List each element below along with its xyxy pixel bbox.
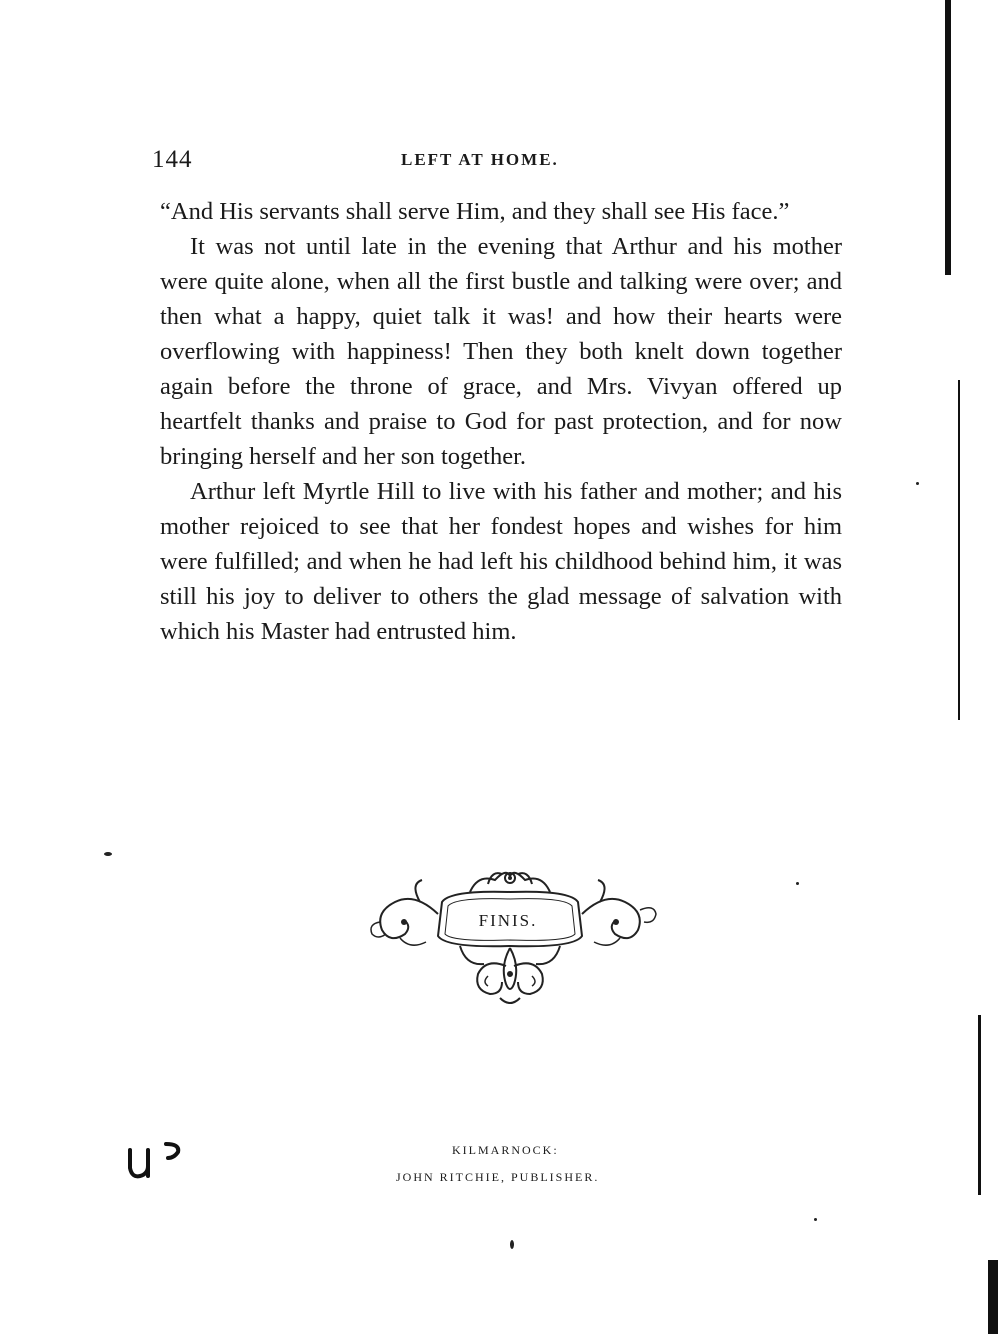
scan-edge-top	[945, 0, 951, 275]
scan-edge-lower	[978, 1015, 981, 1195]
scan-speck	[814, 1218, 817, 1221]
paragraph-3: Arthur left Myrtle Hill to live with his father and mother; and his mother rejoiced to see that her fondest hopes and wishes for him were fulfilled; and when he had left his childhood behind him, it was still his joy to deliver to others the glad message of salvation with which his Master had entrusted him.	[160, 478, 842, 645]
text-block	[160, 194, 842, 649]
running-head: LEFT AT HOME.	[401, 150, 559, 169]
finis-label: FINIS.	[478, 911, 538, 930]
scan-speck	[510, 1240, 514, 1249]
scan-speck	[796, 882, 799, 885]
paragraph-1: “And His servants shall serve Him, and they shall see His face.”	[160, 198, 790, 225]
imprint-publisher: JOHN RITCHIE, PUBLISHER.	[396, 1170, 600, 1184]
page-number: 144	[152, 146, 193, 173]
scan-speck	[916, 482, 919, 485]
scan-speck	[104, 852, 112, 856]
pencil-mark	[124, 1140, 190, 1182]
finis-ornament	[360, 862, 660, 1012]
scan-edge-middle	[958, 380, 960, 720]
scan-edge-bottom	[988, 1260, 998, 1334]
imprint-city: KILMARNOCK:	[452, 1143, 559, 1157]
paragraph-2: It was not until late in the evening that Arthur and his mother were quite alone, when all the first bustle and talking were over; and then what a happy, quiet talk it was! and how their hearts were overflowing with happiness! Then they both knelt down together again before the throne of grace, and Mrs. Vivyan offered up heartfelt thanks and praise to God for past protection, and for now bringing herself and her son together.	[160, 233, 842, 470]
